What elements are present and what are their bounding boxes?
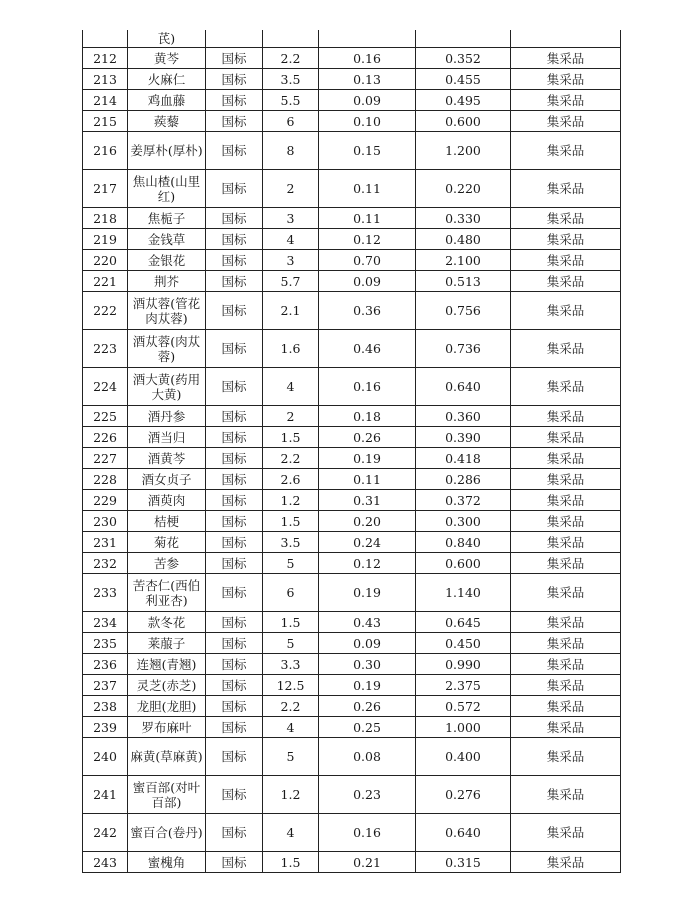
- cell-category: 集采品: [511, 532, 621, 553]
- cell-standard: 国标: [206, 814, 263, 852]
- cell-value-a: 1.5: [263, 511, 319, 532]
- cell-number: 228: [83, 469, 128, 490]
- cell-standard: 国标: [206, 776, 263, 814]
- cell-name: 芪): [128, 30, 206, 48]
- cell-value-b: 0.10: [319, 111, 416, 132]
- cell-category: 集采品: [511, 90, 621, 111]
- cell-value-a: 2.2: [263, 48, 319, 69]
- cell-value-c: 0.600: [416, 553, 511, 574]
- cell-value-c: 0.450: [416, 633, 511, 654]
- cell-number: 234: [83, 612, 128, 633]
- cell-category: 集采品: [511, 427, 621, 448]
- cell-value-c: 0.315: [416, 852, 511, 873]
- cell-number: 212: [83, 48, 128, 69]
- cell-number: 214: [83, 90, 128, 111]
- cell-value-c: 0.390: [416, 427, 511, 448]
- cell-name: 酒丹参: [128, 406, 206, 427]
- cell-standard: 国标: [206, 229, 263, 250]
- cell-value-c: 0.360: [416, 406, 511, 427]
- cell-category: 集采品: [511, 406, 621, 427]
- table-row: [83, 170, 621, 208]
- cell-value-c: 0.480: [416, 229, 511, 250]
- cell-value-a: 2.1: [263, 292, 319, 330]
- table-row: [83, 406, 621, 427]
- cell-number: 236: [83, 654, 128, 675]
- cell-number: 227: [83, 448, 128, 469]
- cell-number: 238: [83, 696, 128, 717]
- table-row: [83, 776, 621, 814]
- cell-name: 桔梗: [128, 511, 206, 532]
- cell-value-c: 1.200: [416, 132, 511, 170]
- cell-standard: 国标: [206, 696, 263, 717]
- herb-table: [82, 30, 621, 873]
- cell-value-c: 0.276: [416, 776, 511, 814]
- cell-name: 菊花: [128, 532, 206, 553]
- cell-value-b: 0.11: [319, 208, 416, 229]
- cell-standard: 国标: [206, 675, 263, 696]
- cell-standard: 国标: [206, 633, 263, 654]
- cell-value-c: 0.640: [416, 814, 511, 852]
- cell-value-a: 8: [263, 132, 319, 170]
- cell-name: 连翘(青翘): [128, 654, 206, 675]
- cell-category: 集采品: [511, 368, 621, 406]
- cell-value-b: 0.25: [319, 717, 416, 738]
- cell-value-a: 12.5: [263, 675, 319, 696]
- cell-value-b: 0.16: [319, 814, 416, 852]
- cell-standard: 国标: [206, 292, 263, 330]
- table-row: [83, 132, 621, 170]
- cell-standard: 国标: [206, 271, 263, 292]
- cell-standard: 国标: [206, 368, 263, 406]
- table-row: [83, 330, 621, 368]
- cell-standard: 国标: [206, 427, 263, 448]
- table-row: [83, 208, 621, 229]
- cell-category: 集采品: [511, 490, 621, 511]
- cell-number: 229: [83, 490, 128, 511]
- cell-value-c: 0.513: [416, 271, 511, 292]
- cell-value-a: 4: [263, 368, 319, 406]
- cell-value-b: 0.15: [319, 132, 416, 170]
- cell-name: 金银花: [128, 250, 206, 271]
- cell-name: 罗布麻叶: [128, 717, 206, 738]
- cell-value-b: 0.19: [319, 448, 416, 469]
- cell-standard: 国标: [206, 511, 263, 532]
- table-row: [83, 675, 621, 696]
- cell-number: 239: [83, 717, 128, 738]
- cell-name: 酒萸肉: [128, 490, 206, 511]
- cell-value-c: 0.990: [416, 654, 511, 675]
- cell-number: 215: [83, 111, 128, 132]
- cell-value-c: 1.000: [416, 717, 511, 738]
- cell-number: 221: [83, 271, 128, 292]
- cell-number: 237: [83, 675, 128, 696]
- table-row: [83, 654, 621, 675]
- cell-value-c: 0.572: [416, 696, 511, 717]
- cell-number: 242: [83, 814, 128, 852]
- cell-value-c: 0.645: [416, 612, 511, 633]
- cell-value-a: 5.7: [263, 271, 319, 292]
- table-row: [83, 717, 621, 738]
- cell-category: 集采品: [511, 271, 621, 292]
- cell-category: 集采品: [511, 469, 621, 490]
- cell-number: 218: [83, 208, 128, 229]
- cell-name: 莱菔子: [128, 633, 206, 654]
- cell-standard: 国标: [206, 490, 263, 511]
- cell-value-a: 1.2: [263, 776, 319, 814]
- cell-value-b: 0.09: [319, 633, 416, 654]
- cell-category: 集采品: [511, 208, 621, 229]
- cell-value-b: 0.19: [319, 574, 416, 612]
- cell-value-a: 5: [263, 553, 319, 574]
- cell-name: 焦栀子: [128, 208, 206, 229]
- cell-number: 223: [83, 330, 128, 368]
- cell-category: 集采品: [511, 170, 621, 208]
- cell-value-b: 0.12: [319, 229, 416, 250]
- cell-category: 集采品: [511, 574, 621, 612]
- cell-name: 酒当归: [128, 427, 206, 448]
- table-row: [83, 814, 621, 852]
- cell-name: 蜜百部(对叶百部): [128, 776, 206, 814]
- table-row: [83, 292, 621, 330]
- cell-value-a: 3.5: [263, 69, 319, 90]
- cell-value-a: 3: [263, 208, 319, 229]
- table-row: [83, 368, 621, 406]
- cell-number: 217: [83, 170, 128, 208]
- continuation-row: [83, 30, 621, 48]
- cell-value-b: 0.09: [319, 90, 416, 111]
- cell-value-b: 0.11: [319, 469, 416, 490]
- cell-number: 226: [83, 427, 128, 448]
- cell-standard: 国标: [206, 469, 263, 490]
- cell-standard: 国标: [206, 612, 263, 633]
- cell-value-c: 0.736: [416, 330, 511, 368]
- cell-standard: 国标: [206, 738, 263, 776]
- cell-name: 龙胆(龙胆): [128, 696, 206, 717]
- cell-value-c: 1.140: [416, 574, 511, 612]
- cell-category: 集采品: [511, 132, 621, 170]
- table-row: [83, 532, 621, 553]
- cell-value-b: 0.20: [319, 511, 416, 532]
- table-row: [83, 229, 621, 250]
- cell-name: 姜厚朴(厚朴): [128, 132, 206, 170]
- cell-standard: 国标: [206, 111, 263, 132]
- cell-value-b: 0.31: [319, 490, 416, 511]
- cell-category: 集采品: [511, 696, 621, 717]
- cell-name: 焦山楂(山里红): [128, 170, 206, 208]
- cell-standard: 国标: [206, 170, 263, 208]
- cell-value-b: 0.70: [319, 250, 416, 271]
- cell-value-b: 0.23: [319, 776, 416, 814]
- cell-standard: 国标: [206, 330, 263, 368]
- cell-standard: 国标: [206, 717, 263, 738]
- cell-value-c: 0.330: [416, 208, 511, 229]
- cell-name: 酒黄芩: [128, 448, 206, 469]
- cell-value-a: 3.5: [263, 532, 319, 553]
- cell-standard: 国标: [206, 448, 263, 469]
- cell-value-a: 5: [263, 633, 319, 654]
- cell-name: 苦参: [128, 553, 206, 574]
- table-row: [83, 90, 621, 111]
- table-row: [83, 48, 621, 69]
- cell-number: 213: [83, 69, 128, 90]
- cell-category: 集采品: [511, 111, 621, 132]
- cell-category: 集采品: [511, 553, 621, 574]
- cell-value-b: 0.30: [319, 654, 416, 675]
- cell-name: 火麻仁: [128, 69, 206, 90]
- table-row: [83, 633, 621, 654]
- cell-value-c: 0.640: [416, 368, 511, 406]
- cell-category: 集采品: [511, 738, 621, 776]
- cell-value-c: 0.352: [416, 48, 511, 69]
- cell-number: 225: [83, 406, 128, 427]
- cell-number: 241: [83, 776, 128, 814]
- cell-value-b: 0.43: [319, 612, 416, 633]
- cell-standard: 国标: [206, 90, 263, 111]
- cell-value-a: 2.6: [263, 469, 319, 490]
- cell-standard: 国标: [206, 406, 263, 427]
- table-row: [83, 271, 621, 292]
- cell-value-b: 0.16: [319, 368, 416, 406]
- cell-value-a: 1.5: [263, 427, 319, 448]
- cell-value-c: 0.840: [416, 532, 511, 553]
- cell-standard: 国标: [206, 69, 263, 90]
- cell-category: 集采品: [511, 675, 621, 696]
- cell-value-b: 0.21: [319, 852, 416, 873]
- cell-value-b: 0.36: [319, 292, 416, 330]
- cell-name: 酒苁蓉(管花肉苁蓉): [128, 292, 206, 330]
- cell-value-a: 5: [263, 738, 319, 776]
- cell-value-b: 0.08: [319, 738, 416, 776]
- cell-value-b: 0.19: [319, 675, 416, 696]
- cell-value-a: 2.2: [263, 696, 319, 717]
- cell-value-b: 0.46: [319, 330, 416, 368]
- table-row: [83, 427, 621, 448]
- cell-category: 集采品: [511, 69, 621, 90]
- table-row: [83, 511, 621, 532]
- cell-value-a: 2: [263, 170, 319, 208]
- table-row: [83, 738, 621, 776]
- cell-name: 款冬花: [128, 612, 206, 633]
- cell-name: 酒大黄(药用大黄): [128, 368, 206, 406]
- cell-number: 232: [83, 553, 128, 574]
- cell-category: 集采品: [511, 511, 621, 532]
- cell-category: 集采品: [511, 717, 621, 738]
- cell-standard: 国标: [206, 852, 263, 873]
- cell-category: 集采品: [511, 612, 621, 633]
- cell-number: 220: [83, 250, 128, 271]
- cell-standard: 国标: [206, 574, 263, 612]
- table-row: [83, 490, 621, 511]
- cell-value-a: 6: [263, 111, 319, 132]
- table-row: [83, 553, 621, 574]
- cell-value-b: 0.24: [319, 532, 416, 553]
- cell-number: 219: [83, 229, 128, 250]
- cell-value-a: 4: [263, 229, 319, 250]
- cell-name: 蜜百合(卷丹): [128, 814, 206, 852]
- cell-standard: 国标: [206, 250, 263, 271]
- cell-number: 222: [83, 292, 128, 330]
- cell-value-a: 1.5: [263, 612, 319, 633]
- cell-name: 麻黄(草麻黄): [128, 738, 206, 776]
- table-row: [83, 852, 621, 873]
- cell-value-c: 0.220: [416, 170, 511, 208]
- cell-name: 苦杏仁(西伯利亚杏): [128, 574, 206, 612]
- cell-number: 231: [83, 532, 128, 553]
- cell-name: 酒苁蓉(肉苁蓉): [128, 330, 206, 368]
- cell-value-b: 0.13: [319, 69, 416, 90]
- cell-number: 224: [83, 368, 128, 406]
- cell-value-c: 0.300: [416, 511, 511, 532]
- cell-category: 集采品: [511, 250, 621, 271]
- cell-value-b: 0.09: [319, 271, 416, 292]
- cell-category: 集采品: [511, 229, 621, 250]
- cell-name: 灵芝(赤芝): [128, 675, 206, 696]
- cell-value-a: 5.5: [263, 90, 319, 111]
- cell-value-a: 6: [263, 574, 319, 612]
- cell-value-c: 2.375: [416, 675, 511, 696]
- cell-standard: 国标: [206, 208, 263, 229]
- cell-name: 鸡血藤: [128, 90, 206, 111]
- cell-value-c: 0.495: [416, 90, 511, 111]
- table-row: [83, 574, 621, 612]
- cell-value-a: 1.5: [263, 852, 319, 873]
- cell-value-b: 0.11: [319, 170, 416, 208]
- cell-category: 集采品: [511, 852, 621, 873]
- cell-standard: 国标: [206, 532, 263, 553]
- table-row: [83, 250, 621, 271]
- cell-name: 金钱草: [128, 229, 206, 250]
- cell-value-b: 0.26: [319, 427, 416, 448]
- cell-value-b: 0.18: [319, 406, 416, 427]
- cell-number: 243: [83, 852, 128, 873]
- table-row: [83, 612, 621, 633]
- cell-category: 集采品: [511, 330, 621, 368]
- cell-standard: 国标: [206, 553, 263, 574]
- cell-standard: 国标: [206, 48, 263, 69]
- cell-value-c: 2.100: [416, 250, 511, 271]
- table-row: [83, 696, 621, 717]
- cell-category: 集采品: [511, 292, 621, 330]
- cell-number: 233: [83, 574, 128, 612]
- cell-category: 集采品: [511, 776, 621, 814]
- table-row: [83, 469, 621, 490]
- cell-value-c: 0.756: [416, 292, 511, 330]
- cell-category: 集采品: [511, 448, 621, 469]
- cell-category: 集采品: [511, 654, 621, 675]
- cell-value-b: 0.16: [319, 48, 416, 69]
- cell-value-a: 1.2: [263, 490, 319, 511]
- cell-value-c: 0.286: [416, 469, 511, 490]
- cell-number: 235: [83, 633, 128, 654]
- cell-value-a: 2: [263, 406, 319, 427]
- cell-value-c: 0.600: [416, 111, 511, 132]
- cell-value-a: 3.3: [263, 654, 319, 675]
- table-row: [83, 448, 621, 469]
- cell-standard: 国标: [206, 132, 263, 170]
- cell-value-b: 0.26: [319, 696, 416, 717]
- cell-value-b: 0.12: [319, 553, 416, 574]
- cell-value-c: 0.455: [416, 69, 511, 90]
- cell-name: 酒女贞子: [128, 469, 206, 490]
- cell-value-a: 4: [263, 814, 319, 852]
- cell-name: 荆芥: [128, 271, 206, 292]
- cell-number: 240: [83, 738, 128, 776]
- cell-value-a: 3: [263, 250, 319, 271]
- cell-name: 黄芩: [128, 48, 206, 69]
- cell-name: 蜜槐角: [128, 852, 206, 873]
- table-row: [83, 111, 621, 132]
- cell-category: 集采品: [511, 814, 621, 852]
- cell-value-c: 0.372: [416, 490, 511, 511]
- table-row: [83, 69, 621, 90]
- cell-standard: 国标: [206, 654, 263, 675]
- cell-category: 集采品: [511, 633, 621, 654]
- cell-category: 集采品: [511, 48, 621, 69]
- cell-name: 蒺藜: [128, 111, 206, 132]
- cell-value-c: 0.400: [416, 738, 511, 776]
- cell-value-a: 4: [263, 717, 319, 738]
- cell-value-a: 1.6: [263, 330, 319, 368]
- cell-number: 230: [83, 511, 128, 532]
- cell-value-a: 2.2: [263, 448, 319, 469]
- cell-value-c: 0.418: [416, 448, 511, 469]
- cell-number: 216: [83, 132, 128, 170]
